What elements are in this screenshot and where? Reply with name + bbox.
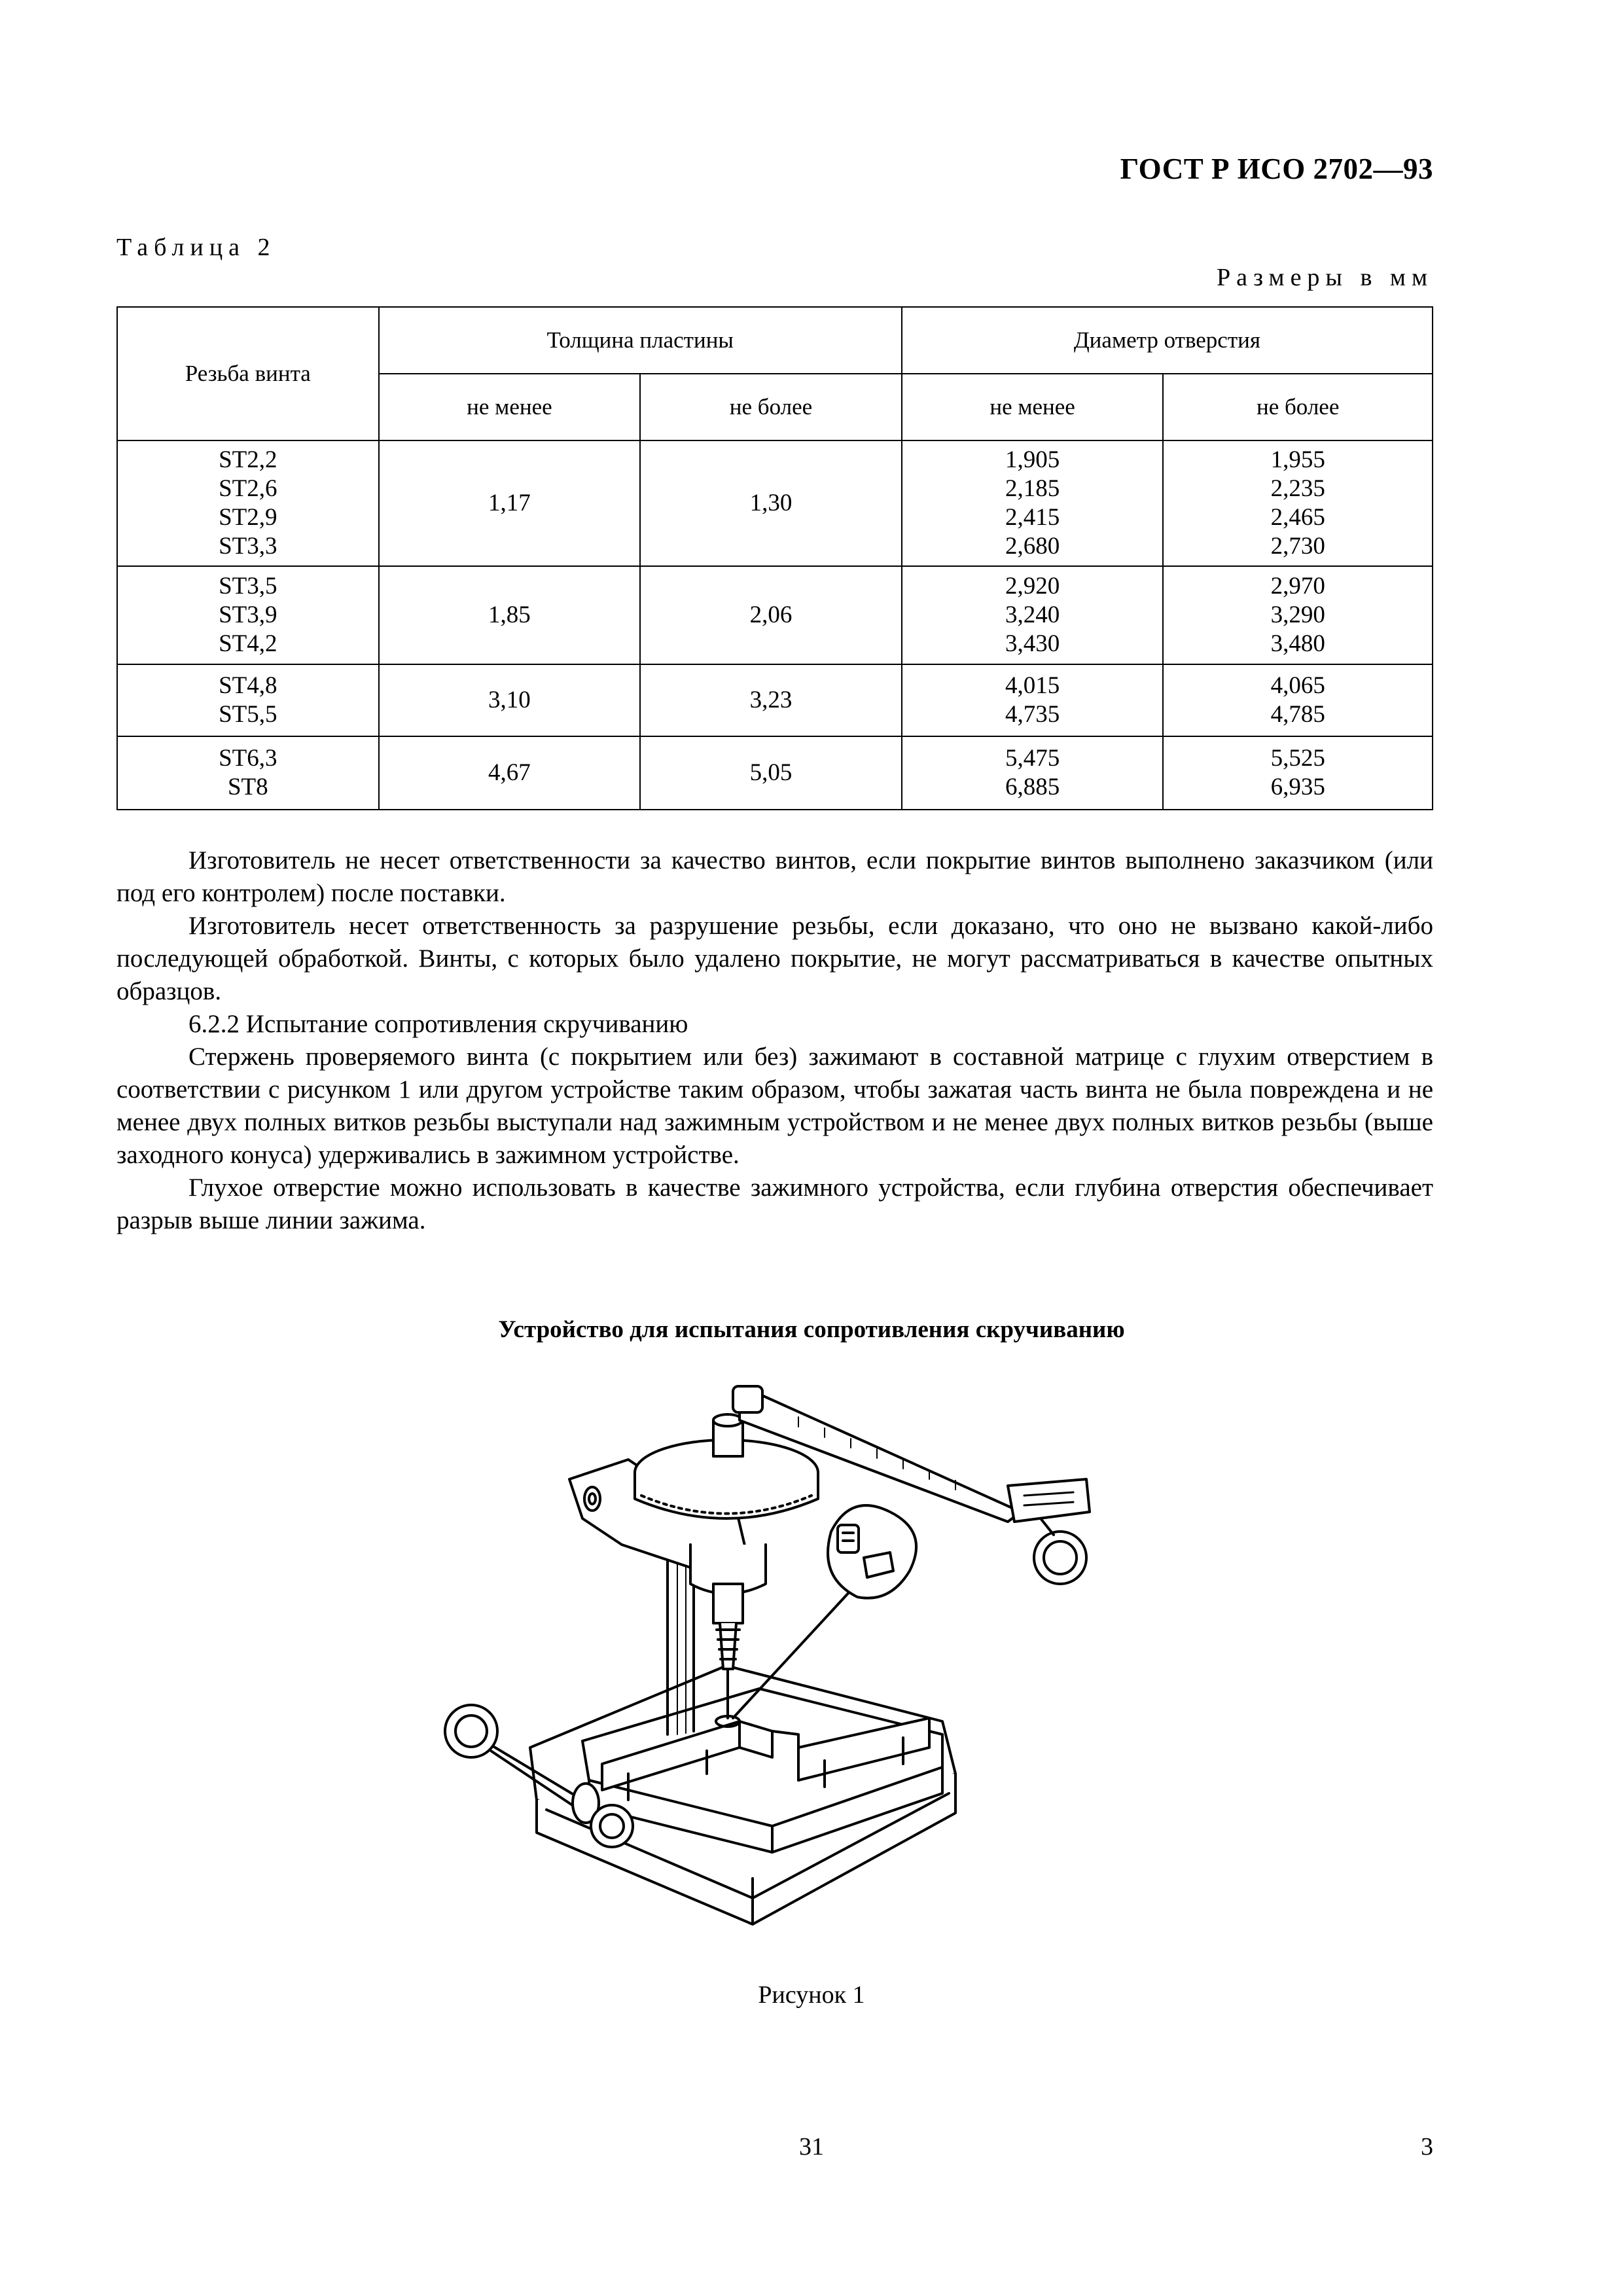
hole-max-cell: 5,525 6,935 bbox=[1163, 736, 1433, 810]
hole-min-cell: 1,905 2,185 2,415 2,680 bbox=[902, 440, 1164, 566]
spec-table bbox=[116, 306, 1433, 810]
paragraph: Стержень проверяемого винта (с покрытием или без) зажимают в составной матрице с глухим отверстием в соответствии с рисунком 1 или другом устройстве таким образом, чтобы зажатая часть винта не была повреждена и не менее двух полных витков резьбы выступали над зажимным устройством и не менее двух полных витков резьбы (выше заходного конуса) удерживались в зажимном устройстве. bbox=[116, 1043, 1433, 1169]
header-thread: Резьба винта bbox=[117, 307, 379, 440]
header-plate-min: не менее bbox=[379, 374, 641, 440]
table-label: Таблица 2 bbox=[116, 234, 276, 261]
figure-caption: Рисунок 1 bbox=[758, 1981, 865, 2009]
hole-min-cell: 2,920 3,240 3,430 bbox=[902, 566, 1164, 664]
paragraph: Глухое отверстие можно использовать в качестве зажимного устройства, если глубина отверстия обеспечивает разрыв выше линии зажима. bbox=[116, 1174, 1433, 1234]
table-row bbox=[117, 664, 1433, 736]
table-row bbox=[117, 566, 1433, 664]
paragraph: Изготовитель несет ответственность за разрушение резьбы, если доказано, что оно не вызвано какой-либо последующей обработкой. Винты, с которых было удалено покрытие, не могут рассматриваться в качестве опытных образцов. bbox=[116, 912, 1433, 1005]
header-plate-thickness: Толщина пластины bbox=[379, 307, 902, 374]
paragraph: Изготовитель не несет ответственности за качество винтов, если покрытие винтов выполнено заказчиком (или под его контролем) после поставки. bbox=[116, 846, 1433, 907]
plate-max-cell: 1,30 bbox=[640, 440, 902, 566]
table-row bbox=[117, 440, 1433, 566]
plate-max-cell: 2,06 bbox=[640, 566, 902, 664]
header-hole-max: не более bbox=[1163, 374, 1433, 440]
table-row bbox=[117, 736, 1433, 810]
hole-min-cell: 4,015 4,735 bbox=[902, 664, 1164, 736]
standard-number: ГОСТ Р ИСО 2702—93 bbox=[1120, 152, 1433, 185]
figure-title: Устройство для испытания сопротивления скручиванию bbox=[498, 1316, 1125, 1343]
plate-min-cell: 4,67 bbox=[379, 736, 641, 810]
body-text bbox=[116, 844, 1433, 1237]
page-number-right: 3 bbox=[1421, 2133, 1433, 2161]
plate-max-cell: 5,05 bbox=[640, 736, 902, 810]
hole-max-cell: 4,065 4,785 bbox=[1163, 664, 1433, 736]
thread-cell: ST6,3 ST8 bbox=[117, 736, 379, 810]
table-units: Размеры в мм bbox=[1217, 264, 1433, 291]
header-plate-max: не более bbox=[640, 374, 902, 440]
plate-min-cell: 1,85 bbox=[379, 566, 641, 664]
hole-min-cell: 5,475 6,885 bbox=[902, 736, 1164, 810]
header-hole-diameter: Диаметр отверстия bbox=[902, 307, 1433, 374]
header-hole-min: не менее bbox=[902, 374, 1164, 440]
thread-cell: ST3,5 ST3,9 ST4,2 bbox=[117, 566, 379, 664]
thread-cell: ST2,2 ST2,6 ST2,9 ST3,3 bbox=[117, 440, 379, 566]
torsion-test-device-drawing bbox=[432, 1381, 1158, 1944]
section-heading: 6.2.2 Испытание сопротивления скручиванию bbox=[188, 1010, 688, 1038]
thread-cell: ST4,8 ST5,5 bbox=[117, 664, 379, 736]
plate-max-cell: 3,23 bbox=[640, 664, 902, 736]
plate-min-cell: 3,10 bbox=[379, 664, 641, 736]
hole-max-cell: 2,970 3,290 3,480 bbox=[1163, 566, 1433, 664]
page-number-center: 31 bbox=[799, 2133, 824, 2161]
plate-min-cell: 1,17 bbox=[379, 440, 641, 566]
hole-max-cell: 1,955 2,235 2,465 2,730 bbox=[1163, 440, 1433, 566]
